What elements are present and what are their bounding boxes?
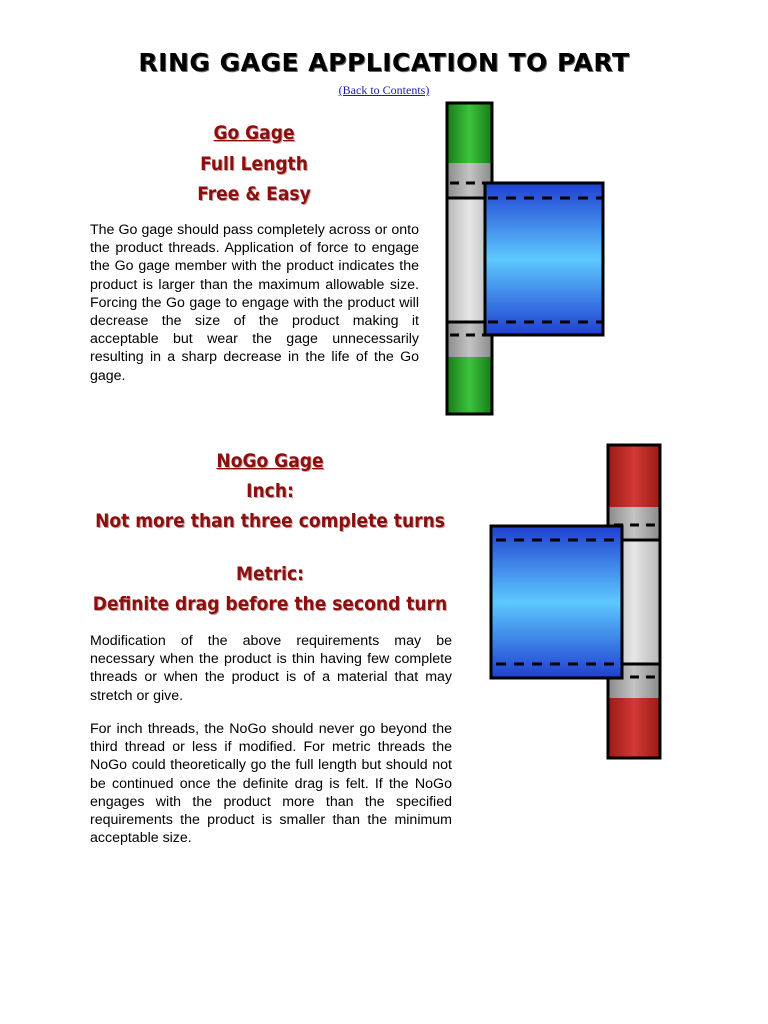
page-title: RING GAGE APPLICATION TO PART: [138, 48, 630, 77]
nogo-metric-rule: Definite drag before the second turn: [92, 593, 448, 615]
go-ring-green-bottom: [447, 357, 492, 414]
nogo-product-part: [491, 526, 622, 678]
go-gage-diagram: [440, 98, 610, 420]
nogo-inch-label: Inch:: [246, 480, 294, 502]
nogo-paragraph-modification: Modification of the above requirements may be necessary when the product is thin having few complete threads or when the product is of a material that may stretch or give.: [90, 633, 452, 704]
go-gage-heading: Go Gage: [213, 122, 295, 144]
nogo-metric-label: Metric:: [235, 563, 305, 585]
nogo-inch-rule: Not more than three complete turns: [95, 510, 445, 532]
go-product-part: [485, 183, 603, 335]
back-to-contents-link[interactable]: (Back to Contents): [338, 83, 430, 97]
go-gage-paragraph: The Go gage should pass completely across or onto the product threads. Application of force to engage the Go gage member with the product indicates the product is larger than the maximum allowable size. Forcing the Go gage to engage with the product will decrease the size of the product making it acceptable but wear the gage unnecessarily resulting in a sharp decrease in the life of the Go gage.: [90, 222, 419, 384]
nogo-paragraph-threads: For inch threads, the NoGo should never go beyond the third thread or less if modified. For metric threads the NoGo could theoretically go the full length but should not be continued once the definite drag is felt. If the NoGo engages with the product more than the specified requirements the product is smaller than the minimum acceptable size.: [90, 721, 452, 847]
nogo-gage-diagram: [486, 440, 666, 764]
go-ring-green-top: [447, 103, 492, 163]
go-free-easy-heading: Free & Easy: [197, 183, 311, 205]
nogo-gage-heading: NoGo Gage: [216, 450, 324, 472]
nogo-ring-red-top: [608, 445, 660, 507]
go-full-length-heading: Full Length: [200, 153, 308, 175]
nogo-ring-red-bottom: [608, 698, 660, 758]
